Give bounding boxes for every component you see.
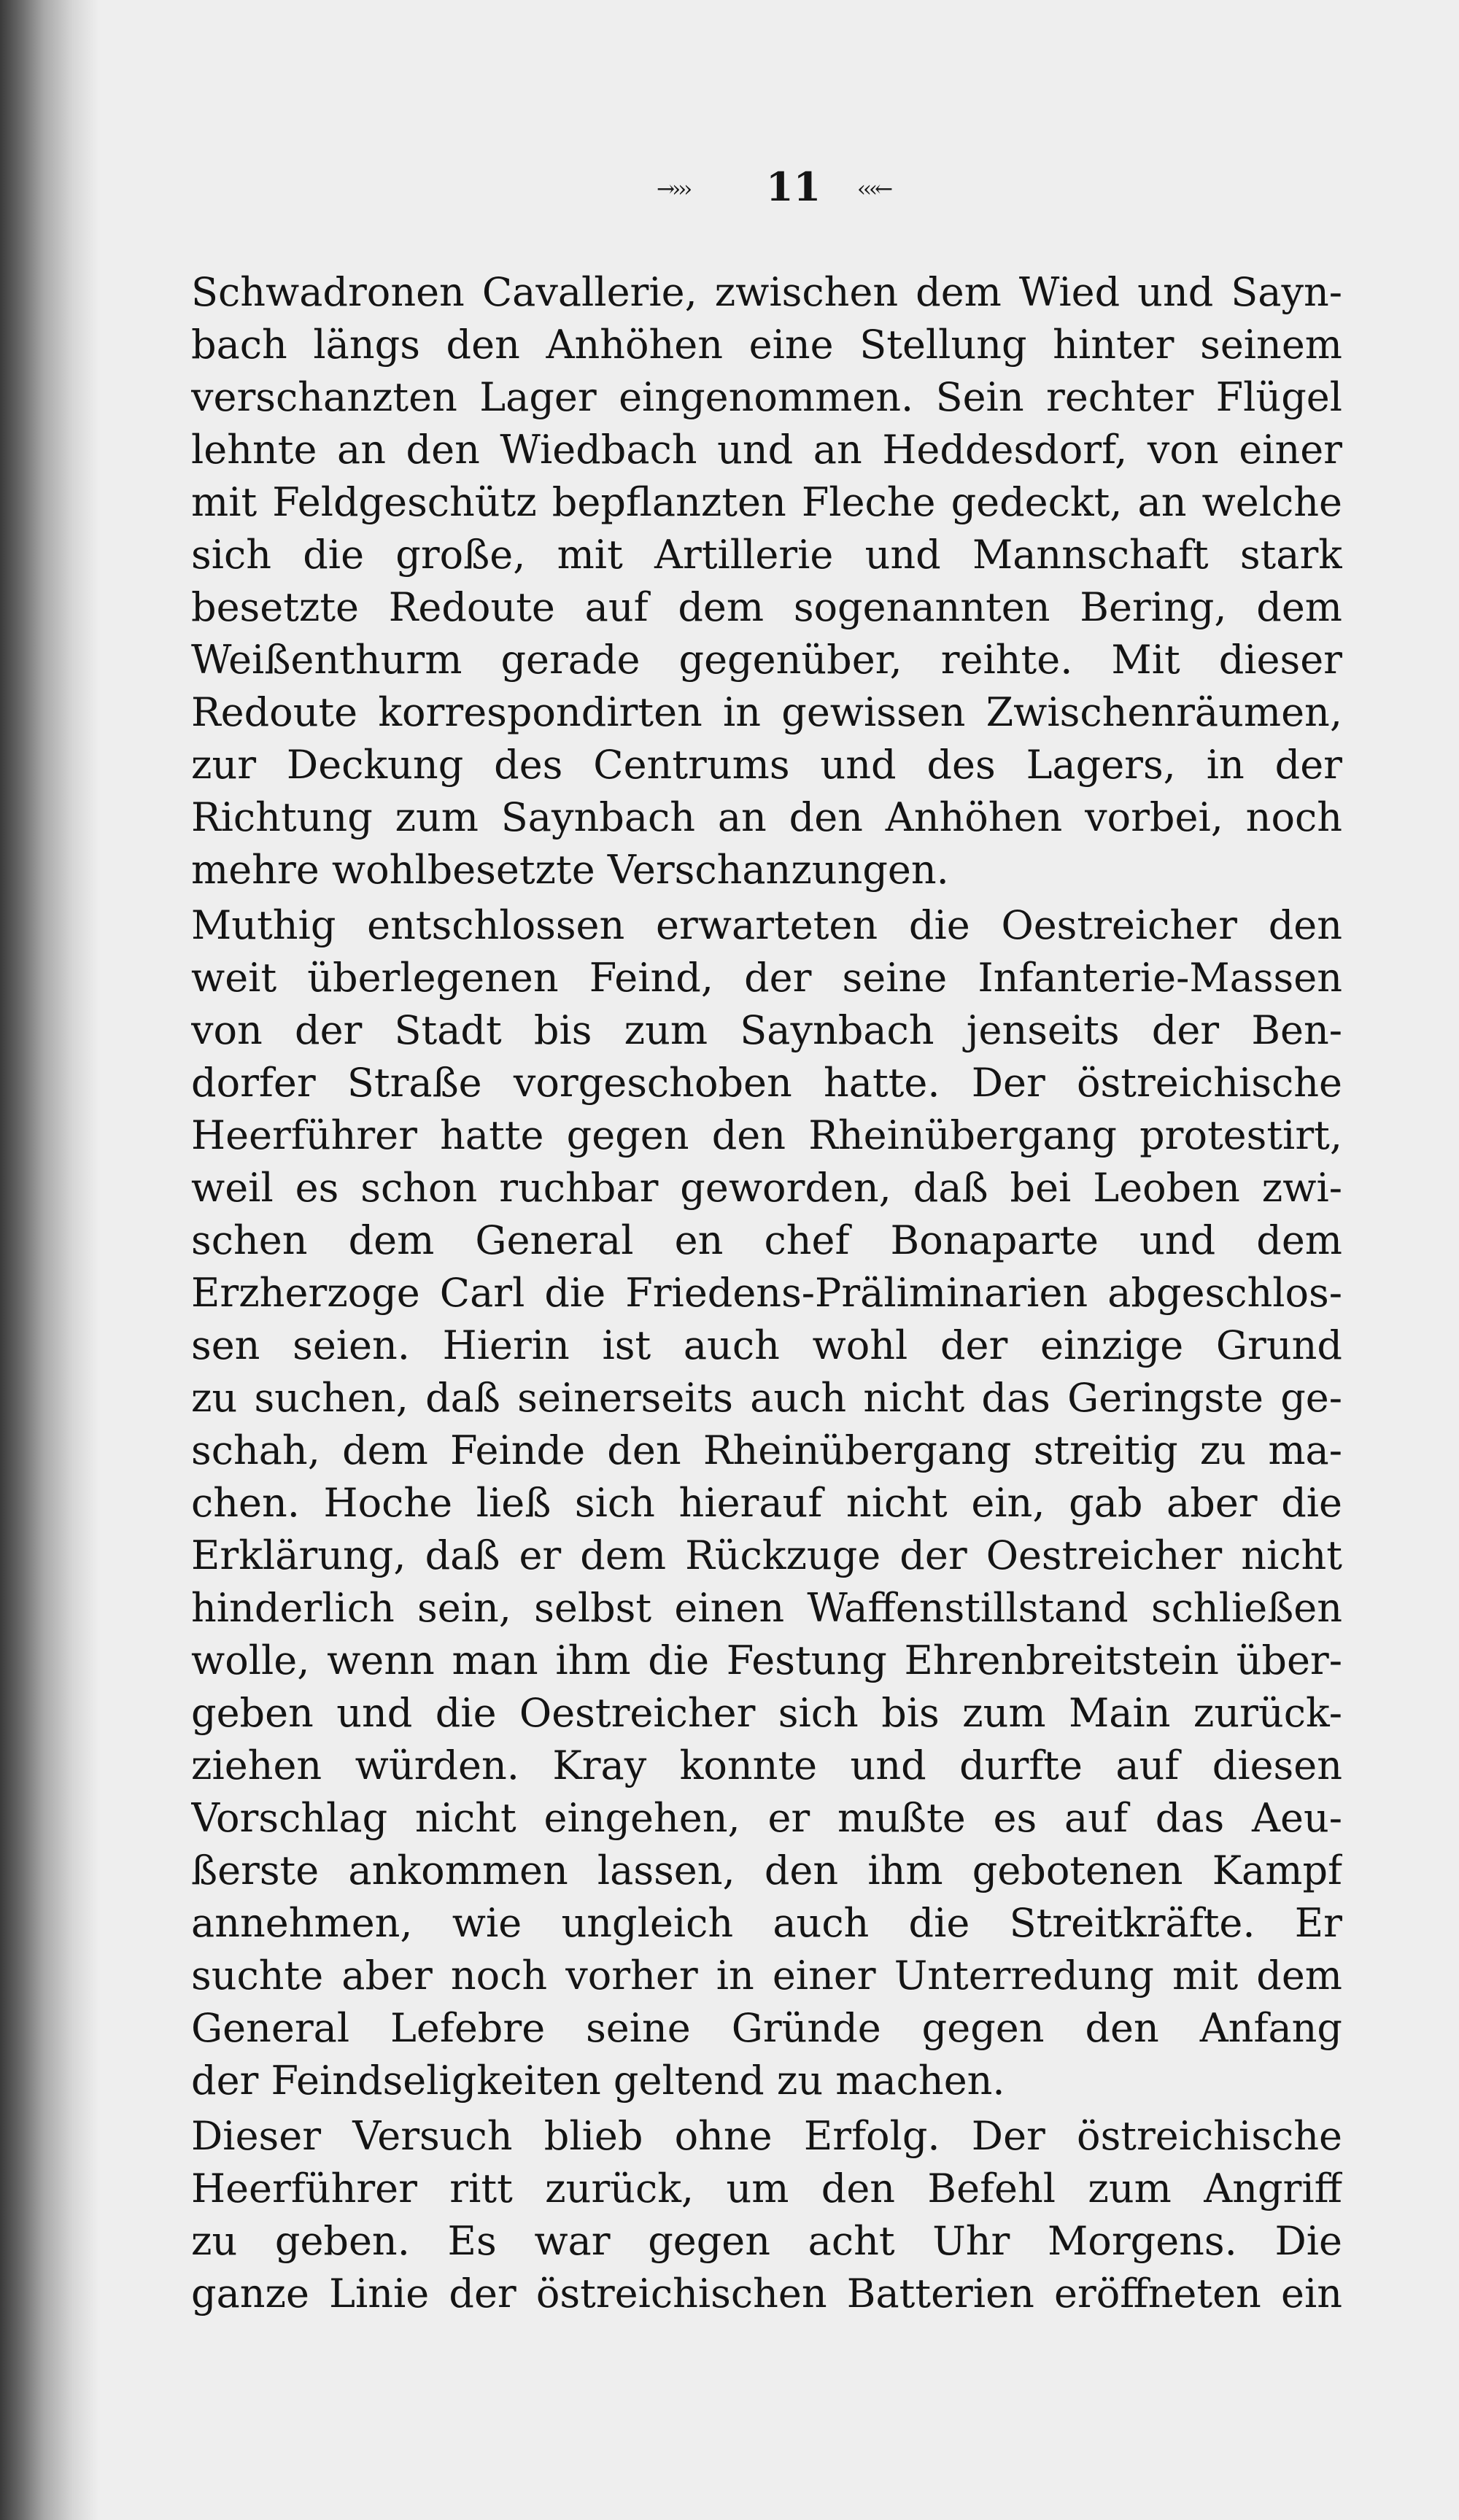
text-line: der Feindseligkeiten geltend zu machen. bbox=[191, 2058, 1005, 2104]
text-line: zu suchen, daß seinerseits auch nicht das Geringste ge- bbox=[191, 1375, 1342, 1421]
text-line: Vorschlag nicht eingehen, er mußte es auf das Aeu- bbox=[191, 1795, 1342, 1841]
text-line: mit Feldgeschütz bepflanzten Fleche gedeckt, an welche bbox=[191, 479, 1342, 525]
text-line: geben und die Oestreicher sich bis zum Main zurück- bbox=[191, 1690, 1342, 1736]
text-line: bach längs den Anhöhen eine Stellung hinter seinem bbox=[191, 322, 1342, 368]
text-line: verschanzten Lager eingenommen. Sein rechter Flügel bbox=[191, 374, 1342, 420]
text-line: suchte aber noch vorher in einer Unterredung mit dem bbox=[191, 1953, 1342, 1998]
text-line: zu geben. Es war gegen acht Uhr Morgens. Die bbox=[191, 2218, 1342, 2264]
text-line: dorfer Straße vorgeschoben hatte. Der östreichische bbox=[191, 1060, 1342, 1106]
page-binding-shadow bbox=[0, 0, 98, 2520]
paragraph-3 bbox=[191, 2110, 1342, 2320]
text-line: weil es schon ruchbar geworden, daß bei Leoben zwi- bbox=[191, 1165, 1342, 1211]
text-line: Heerführer hatte gegen den Rheinübergang protestirt, bbox=[191, 1112, 1342, 1158]
text-line: zur Deckung des Centrums und des Lagers, in der bbox=[191, 742, 1342, 788]
text-line: Redoute korrespondirten in gewissen Zwischenräumen, bbox=[191, 689, 1342, 735]
text-line: ganze Linie der östreichischen Batterien eröffneten ein bbox=[191, 2271, 1342, 2317]
ornament-left-icon: →››› bbox=[657, 177, 690, 202]
text-line: chen. Hoche ließ sich hierauf nicht ein, gab aber die bbox=[191, 1480, 1342, 1526]
text-line: Muthig entschlossen erwarteten die Oestreicher den bbox=[191, 902, 1342, 948]
text-line: ßerste ankommen lassen, den ihm gebotenen Kampf bbox=[191, 1848, 1342, 1893]
page-number: 11 bbox=[766, 163, 821, 210]
text-line: wolle, wenn man ihm die Festung Ehrenbreitstein über- bbox=[191, 1637, 1342, 1683]
text-line: sich die große, mit Artillerie und Mannschaft stark bbox=[191, 532, 1342, 578]
text-line: annehmen, wie ungleich auch die Streitkräfte. Er bbox=[191, 1900, 1342, 1946]
page-header bbox=[642, 162, 934, 213]
text-line: von der Stadt bis zum Saynbach jenseits der Ben- bbox=[191, 1007, 1342, 1053]
paragraph-2 bbox=[191, 899, 1342, 2107]
text-line: besetzte Redoute auf dem sogenannten Bering, dem bbox=[191, 584, 1342, 630]
text-line: Schwadronen Cavallerie, zwischen dem Wied und Sayn- bbox=[191, 269, 1342, 315]
text-line: schah, dem Feinde den Rheinübergang streitig zu ma- bbox=[191, 1427, 1342, 1473]
text-line: Richtung zum Saynbach an den Anhöhen vorbei, noch bbox=[191, 794, 1342, 840]
text-line: ziehen würden. Kray konnte und durfte auf diesen bbox=[191, 1742, 1342, 1788]
text-line: sen seien. Hierin ist auch wohl der einzige Grund bbox=[191, 1322, 1342, 1368]
text-line: weit überlegenen Feind, der seine Infanterie-Massen bbox=[191, 955, 1342, 1001]
text-line: lehnte an den Wiedbach und an Heddesdorf, von einer bbox=[191, 427, 1342, 473]
text-line: Heerführer ritt zurück, um den Befehl zum Angriff bbox=[191, 2166, 1342, 2211]
text-line: mehre wohlbesetzte Verschanzungen. bbox=[191, 847, 949, 893]
text-line: Erzherzoge Carl die Friedens-Präliminarien abgeschlos- bbox=[191, 1270, 1342, 1316]
ornament-right-icon: ‹‹‹← bbox=[857, 177, 891, 202]
text-line: schen dem General en chef Bonaparte und dem bbox=[191, 1217, 1342, 1263]
text-line: Weißenthurm gerade gegenüber, reihte. Mit dieser bbox=[191, 637, 1342, 683]
body-text bbox=[191, 266, 1342, 2320]
text-line: Dieser Versuch blieb ohne Erfolg. Der östreichische bbox=[191, 2113, 1342, 2159]
text-line: hinderlich sein, selbst einen Waffenstillstand schließen bbox=[191, 1585, 1342, 1631]
text-line: Erklärung, daß er dem Rückzuge der Oestreicher nicht bbox=[191, 1532, 1342, 1578]
paragraph-1 bbox=[191, 266, 1342, 896]
text-line: General Lefebre seine Gründe gegen den Anfang bbox=[191, 2005, 1342, 2051]
